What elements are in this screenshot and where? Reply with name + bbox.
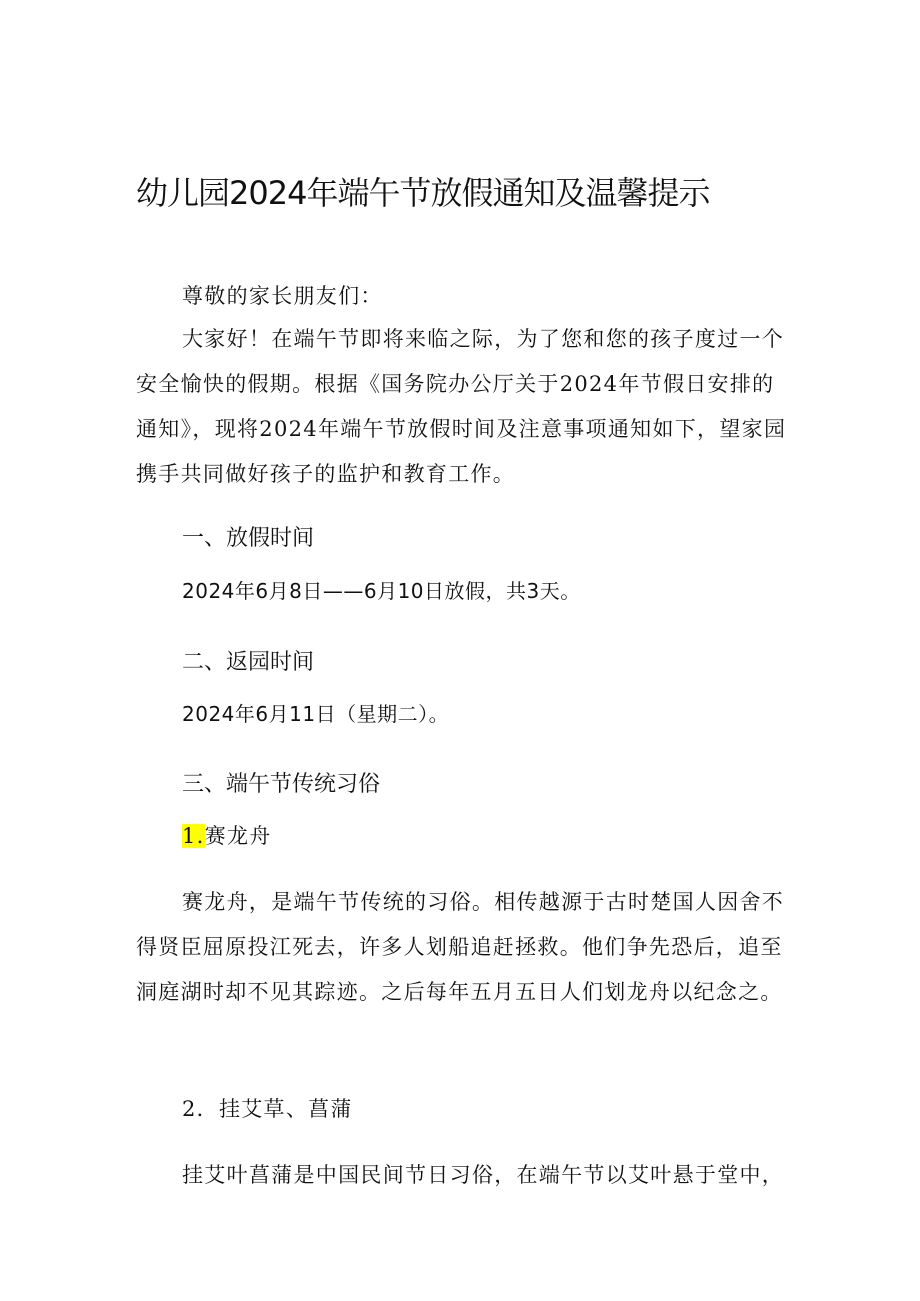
intro-paragraph: 大家好！在端午节即将来临之际，为了您和您的孩子度过一个安全愉快的假期。根据《国务院办公厅关于2024年节假日安排的通知》，现将2024年端午节放假时间及注意事项通知如下，望家园携手共同做好孩子的监护和教育工作。 [136,327,787,486]
salutation: 尊敬的家长朋友们： [182,284,383,308]
highlighted-number: 1. [182,824,205,848]
custom-item-2-heading: 2．挂艾草、菖蒲 [182,1097,353,1121]
return-time-text: 2024年6月11日（星期二）。 [182,702,450,726]
holiday-time-text: 2024年6月8日——6月10日放假，共3天。 [182,579,581,603]
document-title: 幼儿园2024年端午节放假通知及温馨提示 [136,174,710,212]
custom-item-1-heading [182,820,272,850]
mugwort-paragraph: 挂艾叶菖蒲是中国民间节日习俗，在端午节以艾叶悬于堂中， [182,1163,785,1187]
custom-item-1-title: 赛龙舟 [204,824,272,848]
section-heading-holiday-time: 一、放假时间 [182,526,315,551]
section-heading-customs: 三、端午节传统习俗 [182,772,381,797]
section-heading-return-time: 二、返园时间 [182,650,315,675]
dragon-boat-paragraph: 赛龙舟，是端午节传统的习俗。相传越源于古时楚国人因舍不得贤臣屈原投江死去，许多人划船追赶拯救。他们争先恐后，追至洞庭湖时却不见其踪迹。之后每年五月五日人们划龙舟以纪念之。 [136,890,785,1004]
